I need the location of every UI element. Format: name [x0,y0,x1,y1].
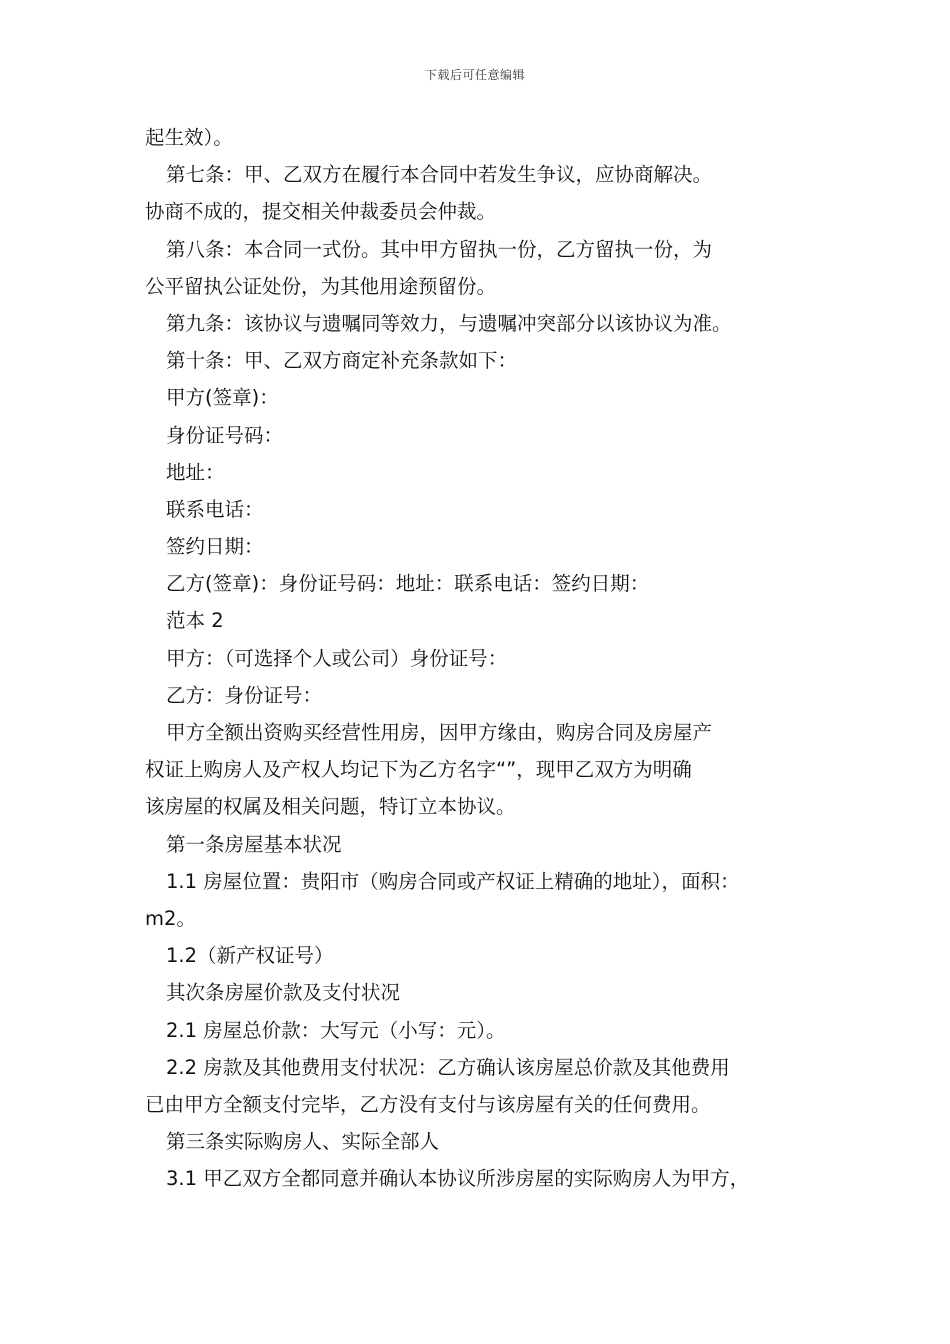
text-line: 第三条实际购房人、实际全部人 [166,1130,440,1154]
text-line: 1.2（新产权证号） [166,944,334,968]
text-line: 该房屋的权属及相关问题，特订立本协议。 [145,795,516,819]
text-line: m2。 [145,906,196,930]
text-line: 2.1 房屋总价款：大写元（小写：元）。 [166,1018,506,1042]
text-line: 地址： [166,460,225,484]
document-body [145,119,825,1197]
text-line: 其次条房屋价款及支付状况 [166,981,401,1005]
text-line: 签约日期： [166,535,264,559]
text-line: 第九条：该协议与遗嘱同等效力，与遗嘱冲突部分以该协议为准。 [166,311,732,335]
text-line: 权证上购房人及产权人均记下为乙方名字“”，现甲乙双方为明确 [145,758,692,782]
text-line: 第十条：甲、乙双方商定补充条款如下： [166,349,518,373]
text-line: 公平留执公证处份，为其他用途预留份。 [145,274,497,298]
text-line: 乙方：身份证号： [166,683,323,707]
text-line: 第一条房屋基本状况 [166,832,342,856]
page-header: 下载后可任意编辑 [424,68,525,82]
text-line: 甲方：（可选择个人或公司）身份证号： [166,646,508,670]
text-line: 已由甲方全额支付完毕，乙方没有支付与该房屋有关的任何费用。 [145,1092,711,1116]
text-line: 1.1 房屋位置：贵阳市（购房合同或产权证上精确的地址），面积： [166,869,740,893]
text-line: 协商不成的，提交相关仲裁委员会仲裁。 [145,200,497,224]
text-line: 乙方(签章)：身份证号码：地址：联系电话：签约日期： [166,572,650,596]
text-line: 甲方全额出资购买经营性用房，因甲方缘由，购房合同及房屋产 [166,721,713,744]
text-line: 3.1 甲乙双方全都同意并确认本协议所涉房屋的实际购房人为甲方， [166,1167,750,1191]
text-line: 第七条：甲、乙双方在履行本合同中若发生争议，应协商解决。 [166,163,713,187]
text-line: 第八条：本合同一式份。其中甲方留执一份，乙方留执一份，为 [166,237,713,261]
text-line: 联系电话： [166,497,264,521]
text-line: 甲方(签章)： [166,386,279,410]
text-line: 起生效）。 [145,126,233,149]
text-line: 范本 2 [166,609,224,633]
text-line: 身份证号码： [166,423,284,447]
text-line: 2.2 房款及其他费用支付状况：乙方确认该房屋总价款及其他费用 [166,1055,730,1079]
